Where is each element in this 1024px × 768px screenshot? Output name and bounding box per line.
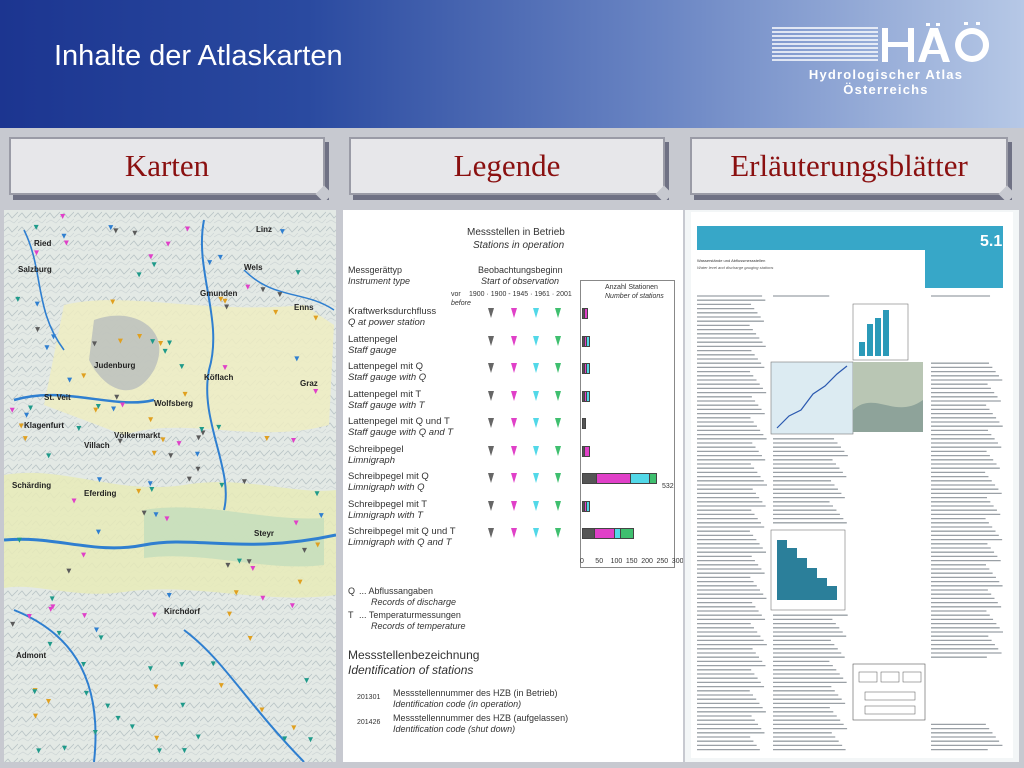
legend-row-label-de: Kraftwerksdurchfluss (348, 306, 437, 317)
count-header-en: Number of stations (605, 293, 664, 300)
station-id-desc-de: Messstellennummer des HZB (aufgelassen) (393, 713, 569, 723)
axis-tick-label: 50 (595, 558, 604, 565)
count-frame (580, 280, 675, 568)
section-number: 5.1 (980, 233, 1003, 250)
legend-row (348, 416, 453, 438)
legend-row-label-en: Limnigraph (348, 454, 395, 466)
count-bar (582, 418, 586, 429)
start-header-en: Start of observation (481, 276, 560, 286)
gauge-symbol-icon (533, 336, 539, 346)
gauge-symbol-icon (488, 473, 494, 483)
explanation-sheet-image (685, 210, 1019, 762)
type-header-de: Messgerättyp (348, 265, 403, 275)
count-bar (584, 308, 588, 319)
gauge-symbol-icon (533, 391, 539, 401)
gauge-symbol-icon (511, 446, 517, 456)
map-place-label: Admont (16, 651, 47, 660)
station-id-desc-en: Identification code (in operation) (393, 699, 522, 709)
type-header-en: Instrument type (348, 276, 411, 286)
tab-legende[interactable]: Legende (349, 137, 665, 195)
map-place-label: St. Veit (44, 393, 71, 402)
gauge-symbol-icon (488, 418, 494, 428)
period-list: 1900 · 1900 - 1945 · 1961 · 2001 (469, 291, 572, 298)
map-place-label: Judenburg (94, 361, 136, 370)
legend-row-label-en: Staff gauge with T (348, 399, 425, 411)
count-bar (584, 446, 590, 457)
header-band (0, 0, 1024, 128)
gauge-symbol-icon (488, 336, 494, 346)
legend-row-label-de: Lattenpegel mit Q und T (348, 416, 450, 427)
legend-row (348, 526, 456, 548)
abbrev-key: T (348, 610, 354, 620)
start-header-de: Beobachtungsbeginn (478, 265, 563, 275)
map-place-label: Köflach (204, 373, 234, 382)
station-id-desc-de: Messstellennummer des HZB (in Betrieb) (393, 688, 558, 698)
legend-row-label-en: Q at power station (348, 317, 426, 328)
gauge-symbol-icon (555, 308, 561, 318)
gauge-symbol-icon (533, 528, 539, 538)
map-place-label: Schärding (12, 481, 52, 490)
gauge-symbol-icon (511, 336, 517, 346)
gauge-symbol-icon (533, 446, 539, 456)
gauge-symbol-icon (555, 336, 561, 346)
axis-tick-label: 150 (625, 558, 638, 565)
legend-title-en: Stations in operation (473, 240, 565, 251)
legend-row-label-en: Limnigraph with Q and T (348, 537, 452, 548)
explanation-sheet-panel (685, 210, 1019, 762)
legend-row (348, 444, 403, 466)
map-place-label: Steyr (254, 529, 275, 538)
legend-row-label-de: Schreibpegel (348, 443, 404, 455)
map-place-label: Ried (34, 239, 52, 248)
legend-row (348, 361, 426, 383)
map-image-panel (4, 210, 336, 762)
count-header-de: Anzahl Stationen (605, 284, 658, 291)
axis-tick-label: 0 (580, 558, 584, 565)
legend-row (348, 306, 436, 328)
gauge-symbol-icon (511, 528, 517, 538)
gauge-symbol-icon (533, 363, 539, 373)
map-place-label: Enns (294, 303, 314, 312)
legend-panel (343, 210, 683, 762)
map-place-label: Wolfsberg (154, 399, 193, 408)
page-title: Inhalte der Atlaskarten (54, 40, 343, 72)
period-before-en: before (451, 300, 471, 307)
gauge-symbol-icon (511, 501, 517, 511)
tab-erlaeuterungsblaetter[interactable]: Erläuterungsblätter (690, 137, 1008, 195)
gauge-symbol-icon (533, 473, 539, 483)
gauge-symbol-icon (533, 308, 539, 318)
gauge-symbol-icon (511, 418, 517, 428)
map-place-label: Völkermarkt (114, 431, 161, 440)
legend-row-label-de: Schreibpegel mit Q (348, 471, 429, 482)
legend-row-label-de: Schreibpegel mit Q und T (348, 526, 456, 537)
map-place-label: Klagenfurt (24, 421, 64, 430)
gauge-symbol-icon (488, 391, 494, 401)
sheet-subheading: Water level and discharge gauging stations (697, 265, 774, 270)
count-bar (594, 528, 616, 539)
gauge-symbol-icon (488, 501, 494, 511)
logo-text: Hydrologischer Atlas Österreichs (808, 67, 964, 97)
legend-row-label-de: Lattenpegel (348, 333, 398, 345)
abbrev-en: Records of temperature (371, 621, 466, 631)
gauge-symbol-icon (555, 501, 561, 511)
legend-row-label-en: Staff gauge (348, 344, 397, 356)
gauge-symbol-icon (555, 418, 561, 428)
count-bar (649, 473, 657, 484)
map-place-label: Gmunden (200, 289, 238, 298)
axis-tick-label: 100 (610, 558, 623, 565)
gauge-symbol-icon (555, 391, 561, 401)
legend-row-label-en: Staff gauge with Q and T (348, 427, 454, 438)
count-bar (630, 473, 652, 484)
sheet-heading: Wasserstände und Abflussmessstellen (697, 258, 766, 263)
gauge-symbol-icon (488, 528, 494, 538)
map-place-label: Graz (300, 379, 318, 388)
gauge-symbol-icon (533, 418, 539, 428)
count-bar (586, 391, 590, 402)
legend-row (348, 389, 425, 411)
gauge-symbol-icon (555, 363, 561, 373)
abbrev-de: ... Abflussangaben (359, 586, 434, 596)
legend-row-label-en: Limnigraph with Q (348, 482, 425, 493)
count-bar (586, 363, 590, 374)
axis-tick-label: 200 (641, 558, 653, 565)
id-title-en: Identification of stations (348, 663, 474, 677)
gauge-symbol-icon (488, 446, 494, 456)
legend-row-label-de: Schreibpegel mit T (348, 498, 428, 510)
count-bar (586, 501, 590, 512)
gauge-symbol-icon (511, 308, 517, 318)
map-place-label: Salzburg (18, 265, 52, 274)
gauge-symbol-icon (488, 308, 494, 318)
map-place-label: Kirchdorf (164, 607, 200, 616)
legend-row-label-en: Staff gauge with Q (348, 372, 427, 383)
station-id-desc-en: Identification code (shut down) (393, 724, 516, 734)
gauge-symbol-icon (511, 391, 517, 401)
count-total-label: 532 (662, 483, 674, 490)
legend-row (348, 471, 429, 493)
station-id-code: 201301 (357, 694, 381, 701)
legend-row-label-de: Lattenpegel mit Q (348, 361, 423, 372)
id-title-de: Messstellenbezeichnung (348, 648, 480, 662)
gauge-symbol-icon (511, 363, 517, 373)
gauge-symbol-icon (488, 363, 494, 373)
tab-karten[interactable]: Karten (9, 137, 325, 195)
abbrev-en: Records of discharge (371, 597, 457, 607)
gauge-symbol-icon (555, 473, 561, 483)
abbrev-key: Q (348, 586, 356, 596)
axis-tick-label: 250 (656, 558, 669, 565)
abbrev-de: ... Temperaturmessungen (359, 610, 461, 620)
count-bar (620, 528, 634, 539)
map-place-label: Wels (244, 263, 263, 272)
station-id-code: 201426 (357, 719, 381, 726)
gauge-symbol-icon (511, 473, 517, 483)
legend-title-de: Messstellen in Betrieb (467, 227, 565, 238)
period-before: vor (451, 291, 461, 298)
legend-row-label-de: Lattenpegel mit T (348, 388, 422, 400)
legend-row-label-en: Limnigraph with T (348, 509, 423, 521)
gauge-symbol-icon (555, 528, 561, 538)
map-place-label: Linz (256, 225, 272, 234)
count-bar (596, 473, 632, 484)
count-bar (586, 336, 590, 347)
hydrological-map-image (4, 210, 336, 762)
legend-row (348, 334, 398, 356)
map-place-label: Villach (84, 441, 110, 450)
gauge-symbol-icon (533, 501, 539, 511)
map-place-label: Eferding (84, 489, 117, 498)
axis-tick-label: 300 (671, 558, 683, 565)
gauge-symbol-icon (555, 446, 561, 456)
legend-row (348, 499, 427, 521)
